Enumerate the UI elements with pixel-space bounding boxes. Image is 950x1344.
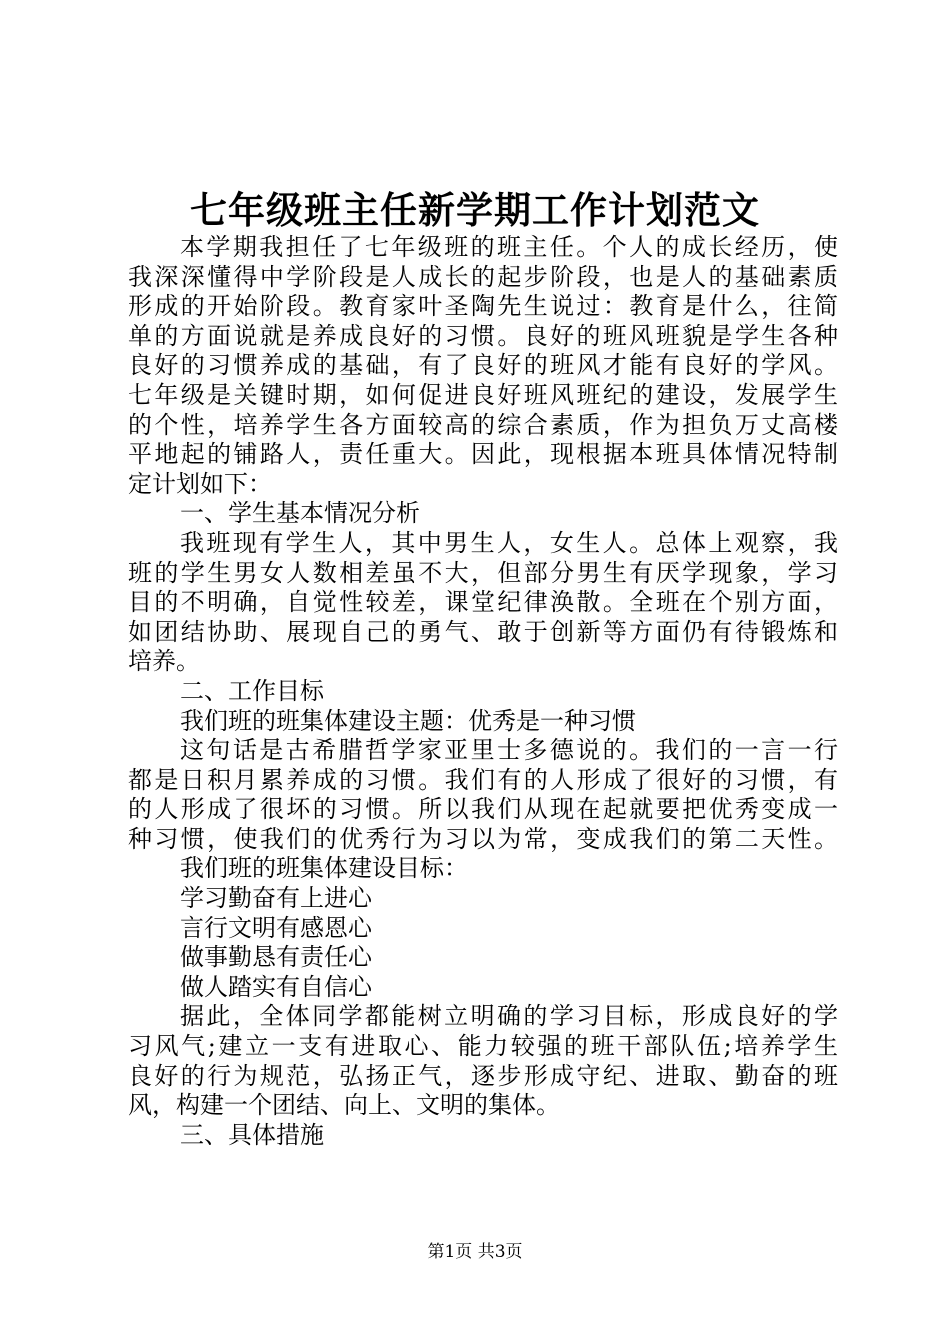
text-line: 风，构建一个团结、向上、文明的集体。 <box>128 1091 560 1120</box>
text-line: 做人踏实有自信心 <box>180 972 372 1001</box>
page-footer: 第1页 共3页 <box>427 1242 523 1262</box>
text-line: 习风气;建立一支有进取心、能力较强的班干部队伍;培养学生 <box>128 1032 838 1061</box>
text-line: 定计划如下： <box>128 469 272 498</box>
text-line: 本学期我担任了七年级班的班主任。个人的成长经历，使 <box>180 233 838 261</box>
text-line: 据此，全体同学都能树立明确的学习目标，形成良好的学 <box>180 1002 838 1031</box>
text-line: 形成的开始阶段。教育家叶圣陶先生说过：教育是什么，往简 <box>128 292 838 321</box>
text-line: 良好的习惯养成的基础，有了良好的班风才能有良好的学风。 <box>128 351 838 380</box>
text-line: 这句话是古希腊哲学家亚里士多德说的。我们的一言一行 <box>180 736 838 765</box>
text-line: 班的学生男女人数相差虽不大，但部分男生有厌学现象，学习 <box>128 558 838 587</box>
text-line: 的人形成了很坏的习惯。所以我们从现在起就要把优秀变成一 <box>128 795 838 824</box>
text-line: 学习勤奋有上进心 <box>180 884 372 913</box>
text-line: 做事勤恳有责任心 <box>180 943 372 972</box>
text-line: 都是日积月累养成的习惯。我们有的人形成了很好的习惯，有 <box>128 765 838 794</box>
text-line: 平地起的铺路人，责任重大。因此，现根据本班具体情况特制 <box>128 440 838 469</box>
text-line: 我们班的班集体建设目标： <box>180 854 468 883</box>
text-line: 二、工作目标 <box>180 676 324 705</box>
text-line: 三、具体措施 <box>180 1120 324 1149</box>
text-line: 种习惯，使我们的优秀行为习以为常，变成我们的第二天性。 <box>128 824 838 853</box>
text-line: 一、学生基本情况分析 <box>180 499 420 528</box>
text-line: 如团结协助、展现自己的勇气、敢于创新等方面仍有待锻炼和 <box>128 617 838 646</box>
document-title: 七年级班主任新学期工作计划范文 <box>190 188 760 232</box>
text-line: 我深深懂得中学阶段是人成长的起步阶段，也是人的基础素质 <box>128 262 838 291</box>
text-line: 七年级是关键时期，如何促进良好班风班纪的建设，发展学生 <box>128 380 838 409</box>
text-line: 的个性，培养学生各方面较高的综合素质，作为担负万丈高楼 <box>128 410 838 439</box>
text-line: 单的方面说就是养成良好的习惯。良好的班风班貌是学生各种 <box>128 321 838 350</box>
text-line: 目的不明确，自觉性较差，课堂纪律涣散。全班在个别方面， <box>128 588 838 617</box>
text-line: 言行文明有感恩心 <box>180 913 372 942</box>
text-line: 我班现有学生人，其中男生人，女生人。总体上观察，我 <box>180 528 838 557</box>
document-body <box>128 233 838 1150</box>
text-line: 我们班的班集体建设主题：优秀是一种习惯 <box>180 706 636 735</box>
text-line: 良好的行为规范，弘扬正气，逐步形成守纪、进取、勤奋的班 <box>128 1061 838 1090</box>
text-line: 培养。 <box>128 647 200 676</box>
